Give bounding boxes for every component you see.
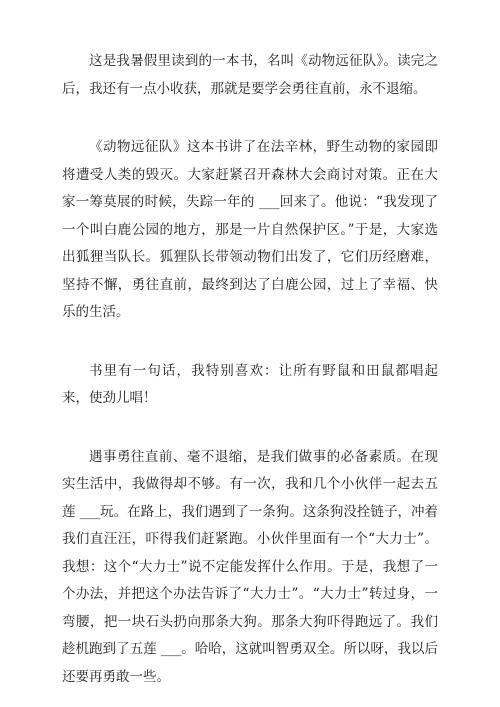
paragraph-summary: 《动物远征队》这本书讲了在法辛林，野生动物的家园即将遭受人类的毁灭。大家赶紧召开森林大会商讨对策。正在大家一筹莫展的时候，失踪一年的 ___回来了。他说：“我发现了一个叫白鹿公园的地方，那是一片自然保护区。”于是，大家选出狐狸当队长。狐狸队长带领动物们出发了，它们历经磨难，坚持不懈，勇往直前，最终到达了白鹿公园，过上了幸福、快乐的生活。 [62, 139, 438, 320]
paragraph-favorite-quote: 书里有一句话，我特别喜欢：让所有野鼠和田鼠都唱起来，使劲儿唱！ [62, 362, 438, 406]
document-page [62, 48, 438, 691]
paragraph-intro: 这是我暑假里读到的一本书，名叫《动物远征队》。读完之后，我还有一点小收获，那就是要学会勇往直前，永不退缩。 [62, 53, 438, 97]
paragraph-reflection: 遇事勇往直前、毫不退缩，是我们做事的必备素质。在现实生活中，我做得却不够。有一次，我和几个小伙伴一起去五莲 ___玩。在路上，我们遇到了一条狗。这条狗没拴链子，冲着我们直汪汪，吓得我们赶紧跑。小伙伴里面有一个“大力士”。我想：这个“大力士”说不定能发挥什么作用。于是，我想了一个办法，并把这个办法告诉了“大力士”。“大力士”转过身，一弯腰，把一块石头扔向那条大狗。那条大狗吓得跑远了。我们趁机跑到了五莲 ___。哈哈，这就叫智勇双全。所以呀，我以后还要再勇敢一些。 [62, 448, 438, 685]
